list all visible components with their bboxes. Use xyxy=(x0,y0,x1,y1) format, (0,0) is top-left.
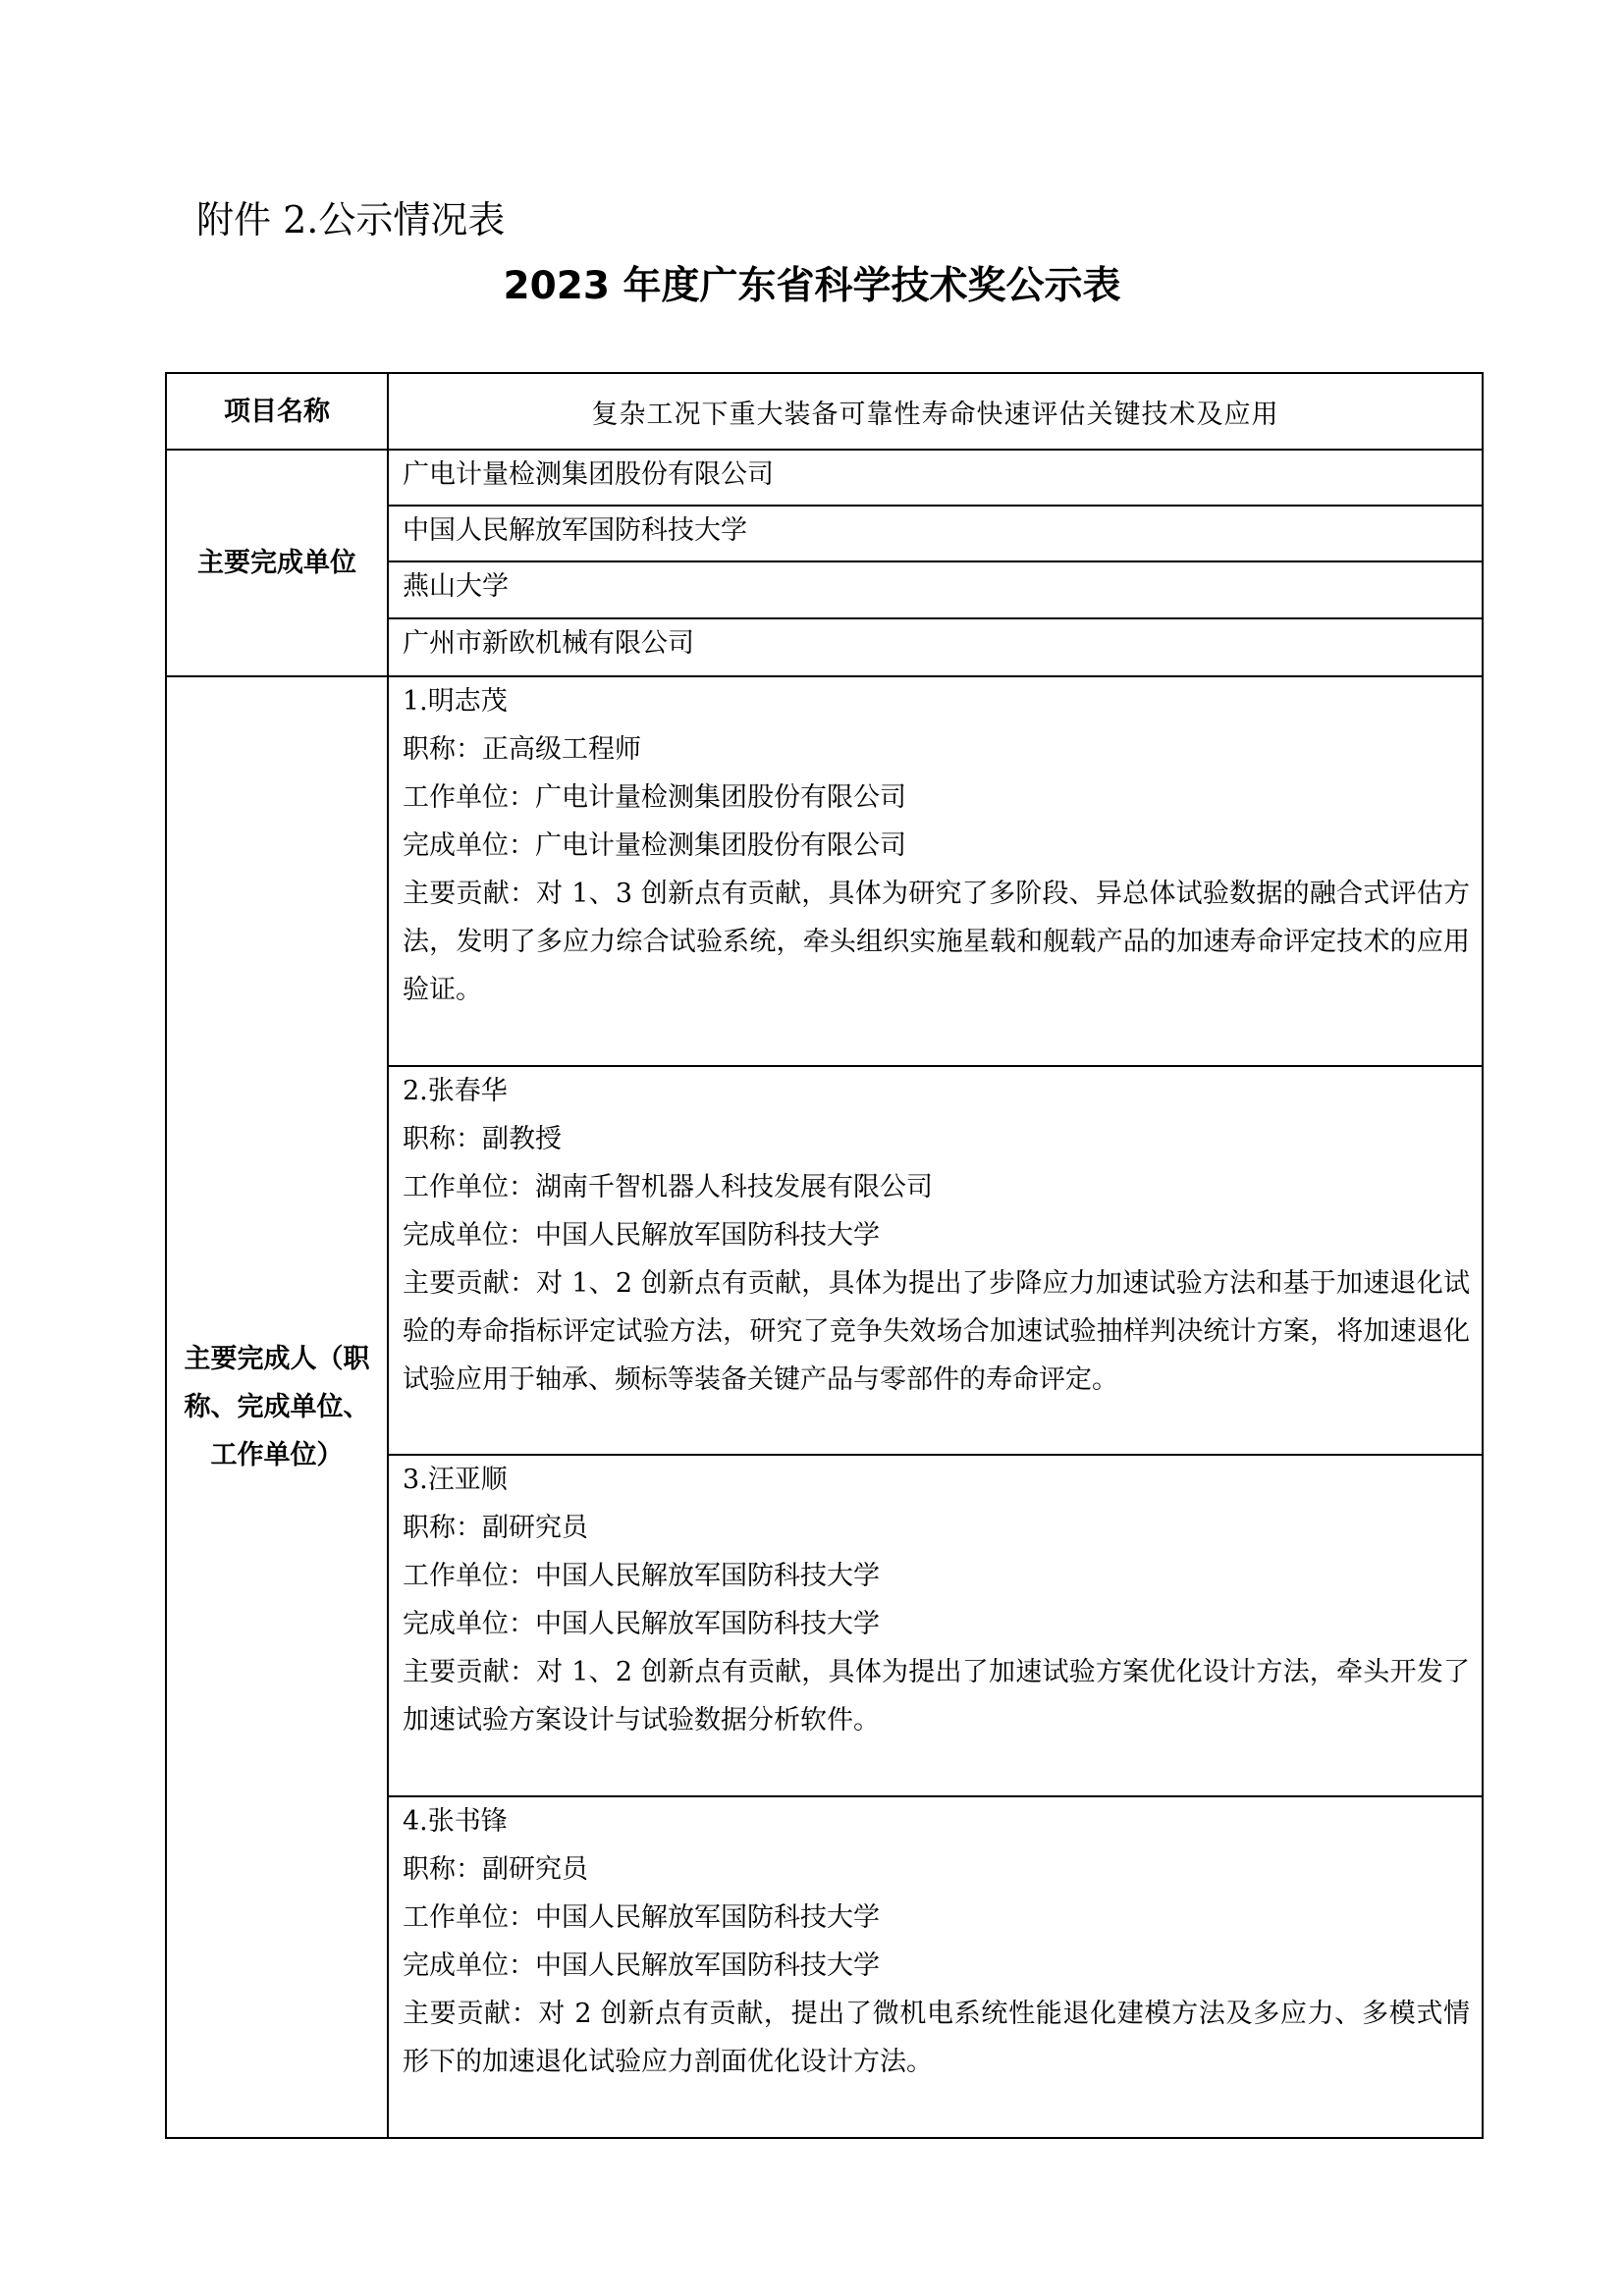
unit-item: 广州市新欧机械有限公司 xyxy=(388,618,1483,676)
unit-item: 燕山大学 xyxy=(388,561,1483,618)
person-name: 1.明志茂 xyxy=(403,686,508,717)
person-title: 职称：副教授 xyxy=(403,1124,562,1154)
person-contribution: 主要贡献：对 1、2 创新点有贡献，具体为提出了步降应力加速试验方法和基于加速退化试验的寿命指标评定试验方法，研究了竞争失效场合加速试验抽样判决统计方案，将加速退化试验应用于轴承、频标等装备关键产品与零部件的寿命评定。 xyxy=(403,1268,1470,1395)
announcement-table xyxy=(165,372,1484,2139)
person-contribution: 主要贡献：对 1、2 创新点有贡献，具体为提出了加速试验方案优化设计方法，牵头开发了加速试验方案设计与试验数据分析软件。 xyxy=(403,1657,1470,1735)
project-name: 复杂工况下重大装备可靠性寿命快速评估关键技术及应用 xyxy=(388,373,1483,450)
person-completion-unit: 完成单位：中国人民解放军国防科技大学 xyxy=(403,1609,880,1639)
unit-row xyxy=(166,450,1483,506)
person-entry xyxy=(388,1066,1483,1455)
person-completion-unit: 完成单位：中国人民解放军国防科技大学 xyxy=(403,1220,880,1251)
persons-header xyxy=(166,676,388,2138)
unit-item: 广电计量检测集团股份有限公司 xyxy=(388,450,1483,506)
person-completion-unit: 完成单位：中国人民解放军国防科技大学 xyxy=(403,1950,880,1981)
unit-item: 中国人民解放军国防科技大学 xyxy=(388,506,1483,561)
project-name-row xyxy=(166,373,1483,450)
person-name: 3.汪亚顺 xyxy=(403,1465,508,1495)
persons-header-text: 主要完成人（职称、完成单位、工作单位） xyxy=(184,1344,370,1470)
person-title: 职称：正高级工程师 xyxy=(403,734,641,765)
person-contribution: 主要贡献：对 1、3 创新点有贡献，具体为研究了多阶段、异总体试验数据的融合式评估方法，发明了多应力综合试验系统，牵头组织实施星载和舰载产品的加速寿命评定技术的应用验证。 xyxy=(403,879,1470,1005)
person-entry xyxy=(388,676,1483,1066)
document-title: 2023 年度广东省科学技术奖公示表 xyxy=(503,264,1121,308)
person-name: 2.张春华 xyxy=(403,1076,508,1106)
units-header: 主要完成单位 xyxy=(166,450,388,676)
person-contribution: 主要贡献：对 2 创新点有贡献，提出了微机电系统性能退化建模方法及多应力、多模式情形下的加速退化试验应力剖面优化设计方法。 xyxy=(403,1999,1470,2077)
person-work-unit: 工作单位：中国人民解放军国防科技大学 xyxy=(403,1902,880,1933)
person-entry xyxy=(388,1455,1483,1796)
attachment-label: 附件 2.公示情况表 xyxy=(196,198,506,241)
person-title: 职称：副研究员 xyxy=(403,1854,588,1885)
person-entry xyxy=(388,1796,1483,2138)
person-work-unit: 工作单位：广电计量检测集团股份有限公司 xyxy=(403,782,906,813)
person-work-unit: 工作单位：中国人民解放军国防科技大学 xyxy=(403,1561,880,1591)
project-name-header: 项目名称 xyxy=(166,373,388,450)
person-name: 4.张书锋 xyxy=(403,1806,508,1837)
person-row xyxy=(166,676,1483,1066)
person-completion-unit: 完成单位：广电计量检测集团股份有限公司 xyxy=(403,830,906,861)
person-work-unit: 工作单位：湖南千智机器人科技发展有限公司 xyxy=(403,1172,933,1202)
person-title: 职称：副研究员 xyxy=(403,1513,588,1543)
